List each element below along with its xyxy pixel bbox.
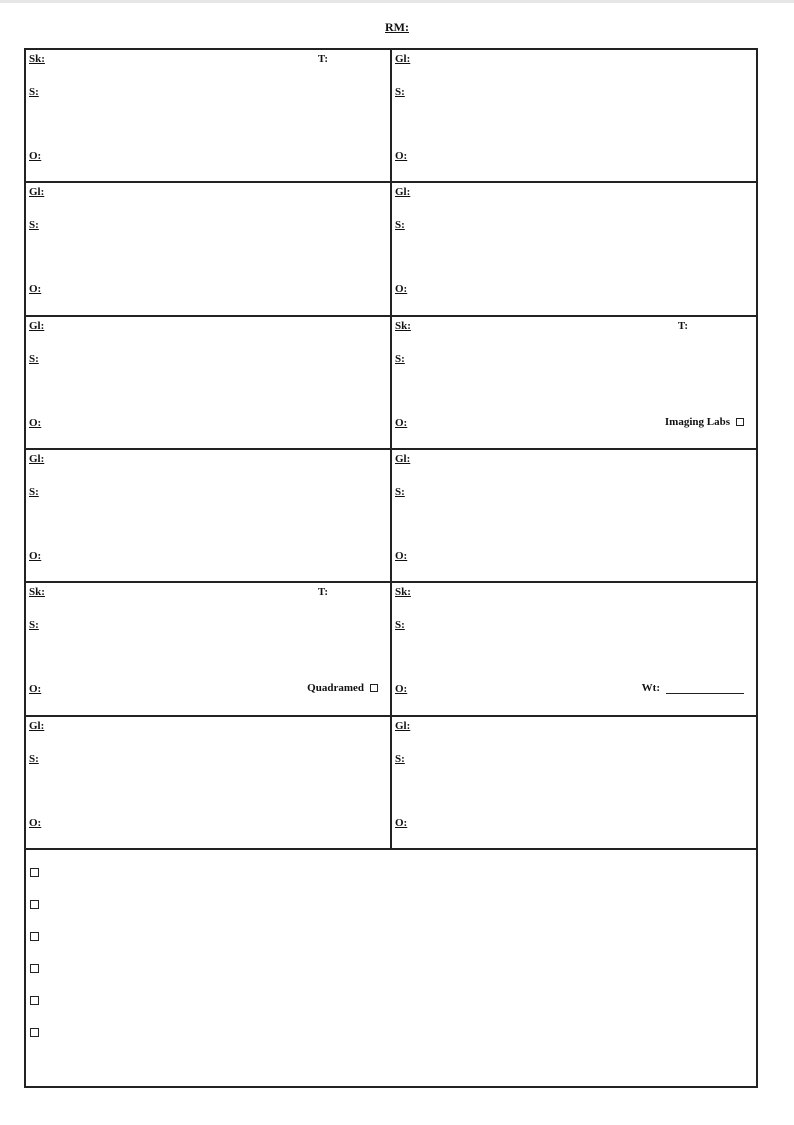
cell-code: Gl:	[29, 719, 45, 732]
form-frame	[24, 48, 758, 1088]
checklist-checkbox[interactable]	[30, 1028, 39, 1037]
visit-cell-5	[26, 317, 392, 450]
quadramed-option[interactable]	[307, 682, 378, 694]
cell-code: Gl:	[395, 186, 411, 199]
weight-input-line[interactable]	[666, 683, 744, 694]
objective-label: O:	[29, 549, 42, 562]
visit-grid	[26, 50, 756, 850]
objective-label: O:	[395, 150, 408, 162]
objective-label: O:	[395, 816, 408, 829]
subjective-label: S:	[395, 219, 405, 232]
visit-cell-4	[392, 183, 756, 316]
checklist-checkbox[interactable]	[30, 900, 39, 909]
imaging-labs-option[interactable]	[665, 416, 744, 428]
cell-code: Sk:	[29, 586, 45, 599]
subjective-label: S:	[395, 485, 405, 498]
imaging-labs-checkbox[interactable]	[736, 418, 744, 426]
objective-label: O:	[395, 549, 408, 562]
visit-cell-8	[392, 450, 756, 583]
weight-label: Wt:	[641, 682, 660, 695]
visit-cell-9	[26, 583, 392, 716]
objective-label: O:	[29, 150, 42, 162]
objective-label: O:	[29, 283, 42, 296]
subjective-label: S:	[395, 352, 405, 365]
subjective-label: S:	[395, 752, 405, 765]
cell-code: Gl:	[395, 53, 411, 65]
imaging-labs-label: Imaging Labs	[664, 415, 730, 428]
subjective-label: S:	[29, 352, 39, 365]
checklist-checkbox[interactable]	[30, 868, 39, 877]
visit-cell-1	[26, 50, 392, 183]
page-top-rule	[0, 0, 794, 3]
subjective-label: S:	[395, 619, 405, 632]
checklist-checkbox[interactable]	[30, 964, 39, 973]
cell-code: Gl:	[29, 186, 45, 199]
checklist-checkbox[interactable]	[30, 996, 39, 1005]
visit-cell-12	[392, 717, 756, 850]
objective-label: O:	[29, 683, 42, 696]
cell-code: Sk:	[29, 53, 45, 65]
objective-label: O:	[29, 416, 42, 429]
checklist-checkbox[interactable]	[30, 932, 39, 941]
visit-cell-2	[392, 50, 756, 183]
visit-cell-6	[392, 317, 756, 450]
subjective-label: S:	[29, 619, 39, 632]
cell-code: Sk:	[395, 586, 411, 599]
time-label: T:	[317, 586, 328, 599]
cell-code: Sk:	[395, 319, 411, 332]
cell-code: Gl:	[29, 452, 45, 465]
time-label: T:	[317, 53, 328, 65]
weight-field[interactable]	[642, 682, 744, 694]
objective-label: O:	[395, 416, 408, 429]
subjective-label: S:	[29, 219, 39, 232]
objective-label: O:	[29, 816, 42, 829]
quadramed-label: Quadramed	[307, 682, 364, 695]
objective-label: O:	[395, 683, 408, 696]
objective-label: O:	[395, 283, 408, 296]
quadramed-checkbox[interactable]	[370, 684, 378, 692]
visit-cell-11	[26, 717, 392, 850]
visit-cell-7	[26, 450, 392, 583]
cell-code: Gl:	[395, 452, 411, 465]
subjective-label: S:	[29, 86, 39, 98]
subjective-label: S:	[29, 752, 39, 765]
page-title: RM:	[385, 20, 409, 34]
cell-code: Gl:	[395, 719, 411, 732]
visit-cell-3	[26, 183, 392, 316]
visit-cell-10	[392, 583, 756, 716]
task-checklist	[30, 868, 39, 1060]
time-label: T:	[677, 319, 688, 332]
cell-code: Gl:	[29, 319, 45, 332]
subjective-label: S:	[395, 86, 405, 98]
subjective-label: S:	[29, 485, 39, 498]
